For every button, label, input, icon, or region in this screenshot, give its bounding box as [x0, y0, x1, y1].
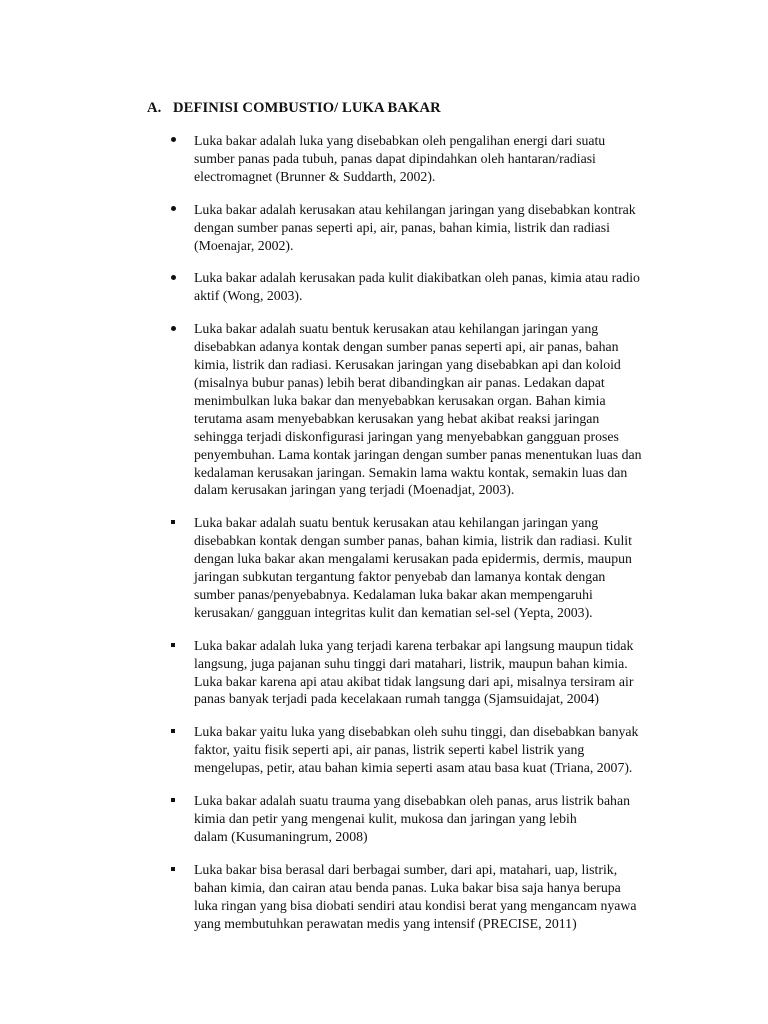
paragraph-line: dengan luka bakar akan mengalami kerusakan pada epidermis, dermis, maupun [194, 551, 632, 567]
paragraph-line: (Moenajar, 2002). [194, 237, 294, 253]
square-bullet-icon [167, 514, 179, 532]
square-bullet-icon [167, 792, 179, 810]
paragraph-line: Luka bakar bisa berasal dari berbagai sumber, dari api, matahari, uap, listrik, [194, 861, 618, 877]
paragraph-line: disebabkan kontak dengan sumber panas, bahan kimia, listrik dan radiasi. Kulit [194, 533, 632, 549]
round-bullet-icon [167, 132, 179, 150]
paragraph-line: disebabkan adanya kontak dengan sumber panas seperti api, air panas, bahan [194, 339, 619, 355]
square-bullet-icon [167, 723, 179, 741]
definition-paragraph [194, 792, 660, 846]
definition-list-item [0, 269, 768, 305]
paragraph-line: mengelupas, petir, atau bahan kimia seperti asam atau basa kuat (Triana, 2007). [194, 760, 633, 776]
definition-list-item [0, 861, 768, 933]
round-bullet-icon [167, 320, 179, 338]
paragraph-line: kedalaman kerusakan jaringan. Semakin lama waktu kontak, semakin luas dan [194, 464, 628, 480]
definition-paragraph [194, 201, 660, 255]
paragraph-line: terutama asam menyebabkan kerusakan yang hebat akibat reaksi jaringan [194, 410, 600, 426]
paragraph-line: sumber panas/penyebabnya. Kedalaman luka bakar akan mempengaruhi [194, 586, 593, 602]
definition-list-item [0, 792, 768, 846]
definition-list [0, 132, 768, 947]
paragraph-line: menimbulkan luka bakar dan menyebabkan kerusakan organ. Bahan kimia [194, 392, 606, 408]
paragraph-line: sehingga terjadi diskonfigurasi jaringan yang menyebabkan gangguan proses [194, 428, 619, 444]
square-bullet-icon [167, 861, 179, 879]
definition-paragraph [194, 637, 660, 709]
paragraph-line: Luka bakar adalah kerusakan atau kehilangan jaringan yang disebabkan kontrak [194, 201, 636, 217]
paragraph-line: Luka bakar adalah luka yang disebabkan oleh pengalihan energi dari suatu [194, 133, 606, 148]
paragraph-line: Luka bakar adalah kerusakan pada kulit diakibatkan oleh panas, kimia atau radio [194, 270, 640, 286]
paragraph-line: Luka bakar adalah luka yang terjadi karena terbakar api langsung maupun tidak [194, 637, 634, 653]
paragraph-line: jaringan subkutan tergantung faktor penyebab dan lamanya kontak dengan [194, 569, 606, 585]
paragraph-line: (misalnya bubur panas) lebih berat dibandingkan air panas. Ledakan dapat [194, 374, 605, 390]
paragraph-line: penyembuhan. Lama kontak jaringan dengan sumber panas menentukan luas dan [194, 446, 642, 462]
definition-list-item [0, 723, 768, 777]
paragraph-line: Luka bakar adalah suatu bentuk kerusakan atau kehilangan jaringan yang [194, 321, 599, 337]
definition-paragraph [194, 269, 660, 305]
definition-paragraph [194, 861, 660, 933]
paragraph-line: dalam (Kusumaningrum, 2008) [194, 828, 368, 844]
paragraph-line: kerusakan/ gangguan integritas kulit dan kematian sel-sel (Yepta, 2003). [194, 604, 593, 620]
paragraph-line: bahan kimia, dan cairan atau benda panas. Luka bakar bisa saja hanya berupa [194, 879, 621, 895]
paragraph-line: kimia, listrik dan radiasi. Kerusakan jaringan yang disebabkan api dan koloid [194, 357, 621, 373]
paragraph-line: dalam kerusakan jaringan yang terjadi (Moenadjat, 2003). [194, 482, 515, 498]
paragraph-line: faktor, yaitu fisik seperti api, air panas, listrik seperti kabel listrik yang [194, 742, 585, 758]
paragraph-line: Luka bakar yaitu luka yang disebabkan oleh suhu tinggi, dan disebabkan banyak [194, 724, 639, 740]
round-bullet-icon [167, 269, 179, 287]
section-letter: A. [147, 100, 162, 116]
square-bullet-icon [167, 637, 179, 655]
definition-paragraph [194, 132, 660, 186]
paragraph-line: electromagnet (Brunner & Suddarth, 2002). [194, 168, 436, 184]
paragraph-line: aktif (Wong, 2003). [194, 288, 303, 304]
paragraph-line: dengan sumber panas seperti api, air, panas, bahan kimia, listrik dan radiasi [194, 219, 610, 235]
round-bullet-icon [167, 201, 179, 219]
paragraph-line: sumber panas pada tubuh, panas dapat dipindahkan oleh hantaran/radiasi [194, 150, 596, 166]
definition-paragraph [194, 320, 660, 499]
definition-list-item [0, 132, 768, 186]
paragraph-line: luka ringan yang bisa diobati sendiri atau kondisi berat yang mengancam nyawa [194, 897, 637, 913]
definition-paragraph [194, 514, 660, 621]
paragraph-line: yang membutuhkan perawatan medis yang intensif (PRECISE, 2011) [194, 915, 577, 931]
paragraph-line: Luka bakar adalah suatu bentuk kerusakan atau kehilangan jaringan yang [194, 515, 599, 531]
section-heading [147, 100, 441, 117]
paragraph-line: kimia dan petir yang mengenai kulit, mukosa dan jaringan yang lebih [194, 811, 577, 826]
definition-paragraph [194, 723, 660, 777]
definition-list-item [0, 320, 768, 499]
definition-list-item [0, 637, 768, 709]
definition-list-item [0, 514, 768, 621]
paragraph-line: Luka bakar adalah suatu trauma yang disebabkan oleh panas, arus listrik bahan [194, 793, 630, 809]
definition-list-item [0, 201, 768, 255]
paragraph-line: Luka bakar karena api atau akibat tidak langsung dari api, misalnya tersiram air [194, 673, 634, 689]
section-title: DEFINISI COMBUSTIO/ LUKA BAKAR [173, 100, 441, 116]
paragraph-line: langsung, juga pajanan suhu tinggi dari matahari, listrik, maupun bahan kimia. [194, 655, 628, 671]
paragraph-line: panas banyak terjadi pada kecelakaan rumah tangga (Sjamsuidajat, 2004) [194, 691, 599, 707]
